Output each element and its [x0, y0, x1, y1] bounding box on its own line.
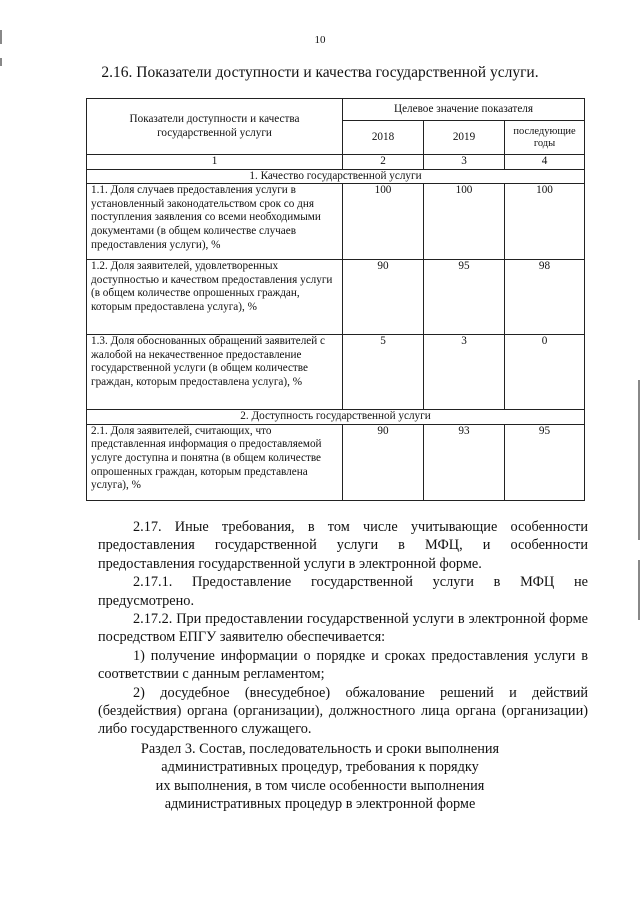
table-row: [87, 424, 585, 500]
header-year-2018: 2018: [343, 121, 424, 155]
section-3-title: [0, 740, 640, 814]
section-3-title-line: Раздел 3. Состав, последовательность и сроки выполнения: [140, 741, 500, 757]
row-label: 1.3. Доля обоснованных обращений заявителей с жалобой на некачественное предоставление государственной услуги (в общем количестве граждан, которым предоставлена услуга), %: [87, 335, 343, 410]
table-row: [87, 260, 585, 335]
col-number: 4: [505, 155, 585, 170]
header-indicator: Показатели доступности и качества государственной услуги: [87, 99, 343, 155]
header-year-2019: 2019: [424, 121, 505, 155]
section-title: 2.16. Показатели доступности и качества государственной услуги.: [101, 64, 539, 81]
header-target: Целевое значение показателя: [343, 99, 585, 121]
row-label: 2.1. Доля заявителей, считающих, что представленная информация о предоставляемой услуге доступна и понятна (в общем количестве опрошенных граждан, которым представлена услуга), %: [87, 424, 343, 500]
col-number: 1: [87, 155, 343, 170]
indicators-table: [86, 98, 585, 501]
paragraph-2-17: 2.17. Иные требования, в том числе учитывающие особенности предоставления государственной услуги в МФЦ, и особенности предоставления государственной услуги в электронной форме.: [98, 519, 588, 572]
group-title: 1. Качество государственной услуги: [87, 169, 585, 184]
row-value-2018: 5: [343, 335, 424, 410]
header-year-next: последующие годы: [505, 121, 585, 155]
section-3-title-line: административных процедур, требования к порядку: [161, 759, 479, 776]
row-value-2019: 100: [424, 184, 505, 260]
row-value-2019: 3: [424, 335, 505, 410]
col-number: 3: [424, 155, 505, 170]
table-row: [87, 184, 585, 260]
page-number: 10: [314, 34, 326, 46]
paragraph-2-17-2: 2.17.2. При предоставлении государственной услуги в электронной форме посредством ЕПГУ заявителю обеспечивается:: [98, 611, 588, 646]
row-value-next: 0: [505, 335, 585, 410]
col-number: 2: [343, 155, 424, 170]
list-item-2: 2) досудебное (внесудебное) обжалование решений и действий (бездействия) органа (организации), должностного лица органа (организации) либо государственного служащего.: [98, 684, 588, 738]
paragraph-2-17-1: 2.17.1. Предоставление государственной услуги в МФЦ не предусмотрено.: [98, 574, 588, 609]
row-value-2018: 90: [343, 260, 424, 335]
section-3-title-line: их выполнения, в том числе особенности выполнения: [155, 777, 485, 794]
row-value-2019: 93: [424, 424, 505, 500]
row-value-next: 100: [505, 184, 585, 260]
section-3-title-line: административных процедур в электронной форме: [164, 796, 476, 813]
row-label: 1.2. Доля заявителей, удовлетворенных доступностью и качеством предоставления услуги (в общем количестве опрошенных граждан, которым предоставлена услуга), %: [87, 260, 343, 335]
body-paragraphs: [98, 518, 588, 739]
group-title: 2. Доступность государственной услуги: [87, 410, 585, 425]
row-label: 1.1. Доля случаев предоставления услуги в установленный законодательством срок со дня поступления заявления со всеми необходимыми документами (в общем количестве случаев предоставления услуги), %: [87, 184, 343, 260]
row-value-2018: 100: [343, 184, 424, 260]
row-value-2018: 90: [343, 424, 424, 500]
list-item-1: 1) получение информации о порядке и сроках предоставления услуги в соответствии с данным регламентом;: [98, 647, 588, 683]
row-value-next: 95: [505, 424, 585, 500]
row-value-next: 98: [505, 260, 585, 335]
table-row: [87, 335, 585, 410]
row-value-2019: 95: [424, 260, 505, 335]
